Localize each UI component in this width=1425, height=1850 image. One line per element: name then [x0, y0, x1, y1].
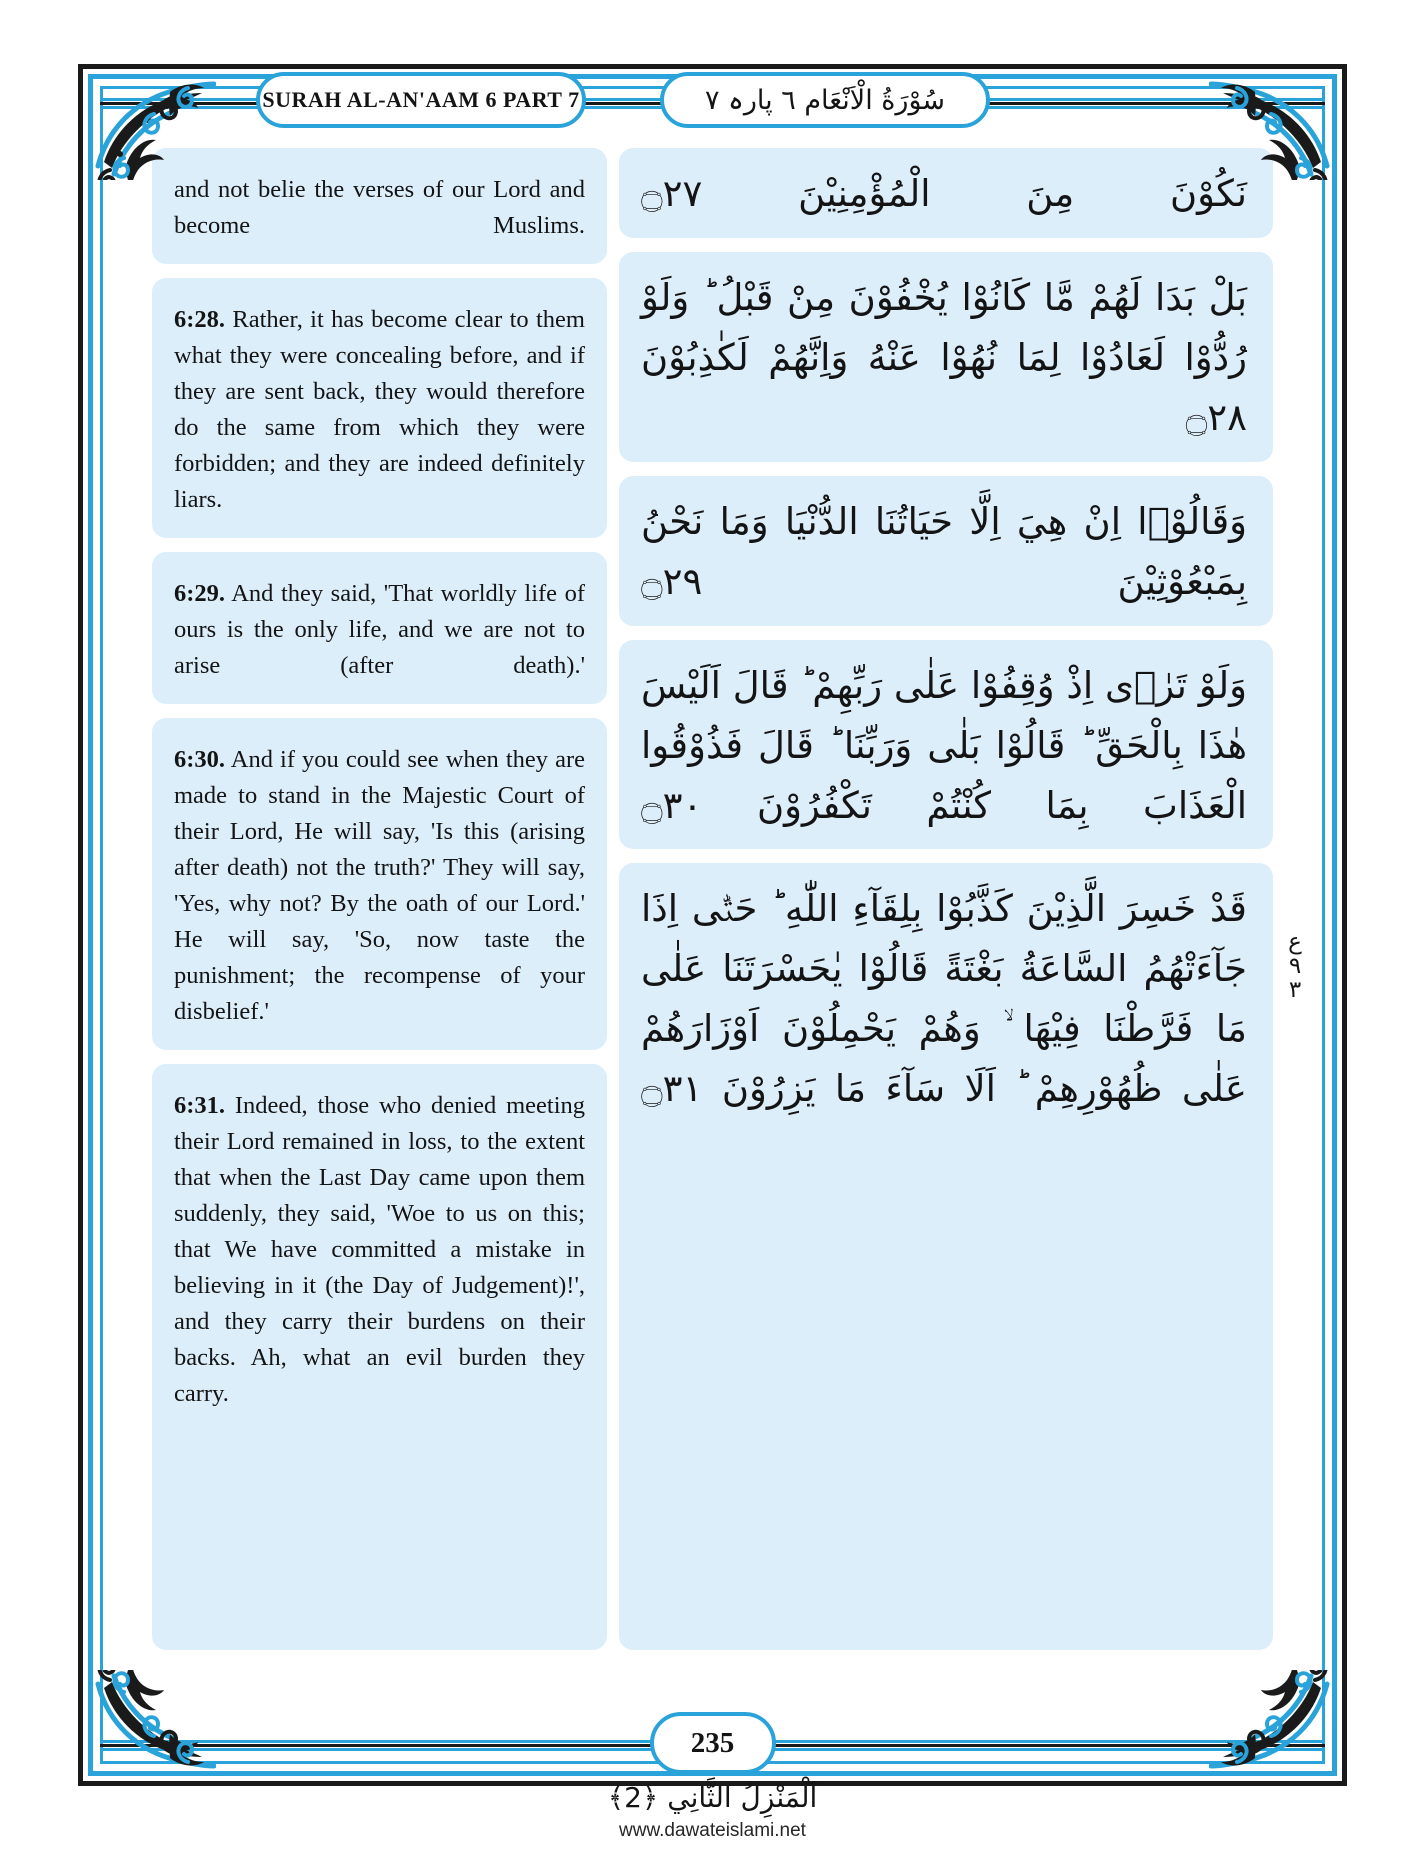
page-number-badge: 235 [650, 1712, 776, 1774]
corner-flourish-bottom-right-icon [1209, 1670, 1341, 1788]
surah-title-ar: سُوْرَةُ الْاَنْعَام ٦ پارہ ٧ [704, 84, 946, 116]
verse-translation: And they said, 'That worldly life of ours is the only life, and we are not to arise (after death).' [174, 580, 585, 679]
translation-cell [152, 718, 607, 1050]
verse-translation: and not belie the verses of our Lord and become Muslims. [174, 176, 585, 239]
translation-cell [152, 278, 607, 538]
surah-title-en: SURAH AL-AN'AAM 6 PART 7 [262, 87, 580, 112]
page-header [100, 70, 1325, 134]
arabic-cell [619, 863, 1273, 1650]
verse-number: 6:30. [174, 746, 226, 773]
verse-translation: And if you could see when they are made to stand in the Majestic Court of their Lord, He will say, 'Is this (arising after death) not the truth?' They will say, 'Yes, why not? By the oath of our Lord.' He will say, 'So, now taste the punishment; the recompense of your disbelief.' [174, 746, 585, 1025]
translation-column [152, 148, 607, 1650]
manzil-label: اَلْمَنْزِلُ الثَّانِي ﴿2﴾ [607, 1781, 818, 1814]
corner-flourish-top-right-icon [1209, 62, 1341, 180]
verse-number: 6:31. [174, 1092, 226, 1119]
arabic-cell [619, 148, 1273, 238]
arabic-column [619, 148, 1273, 1650]
arabic-cell [619, 252, 1273, 462]
arabic-verse-text: وَلَوْ تَرٰۤى اِذْ وُقِفُوْا عَلٰى رَبِّهِمْ ؕ قَالَ اَلَيْسَ هٰذَا بِالْحَقِّ ؕ قَالُوْا بَلٰى وَرَبِّنَا ؕ قَالَ فَذُوْقُوا الْعَذَابَ بِمَا كُنْتُمْ تَكْفُرُوْنَ ۝۳۰ [641, 663, 1247, 827]
surah-title-en-cartouche [256, 72, 586, 128]
page-footer [100, 1714, 1325, 1778]
corner-flourish-bottom-left-icon [84, 1670, 216, 1788]
arabic-verse-text: بَلْ بَدَا لَهُمْ مَّا كَانُوْا يُخْفُوْنَ مِنْ قَبْلُ ؕ وَلَوْ رُدُّوْا لَعَادُوْا لِمَا نُهُوْا عَنْهُ وَاِنَّهُمْ لَكٰذِبُوْنَ ۝۲۸ [641, 275, 1247, 439]
arabic-verse-text: قَدْ خَسِرَ الَّذِيْنَ كَذَّبُوْا بِلِقَآءِ اللّٰهِ ؕ حَتّٰۤى اِذَا جَآءَتْهُمُ السَّاعَةُ بَغْتَةً قَالُوْا يٰحَسْرَتَنَا عَلٰى مَا فَرَّطْنَا فِيْهَا ۙ وَهُمْ يَحْمِلُوْنَ اَوْزَارَهُمْ عَلٰى ظُهُوْرِهِمْ ؕ اَلَا سَآءَ مَا يَزِرُوْنَ ۝۳۱ [641, 887, 1247, 1111]
arabic-verse-text: وَقَالُوْۤا اِنْ هِيَ اِلَّا حَيَاتُنَا الدُّنْيَا وَمَا نَحْنُ بِمَبْعُوْثِيْنَ ۝۲۹ [641, 499, 1247, 603]
arabic-cell [619, 476, 1273, 626]
arabic-verse-text: نَكُوْنَ مِنَ الْمُؤْمِنِيْنَ ۝۲۷ [641, 172, 1247, 215]
translation-cell [152, 1064, 607, 1650]
surah-title-ar-cartouche [660, 72, 990, 128]
verse-number: 6:28. [174, 306, 226, 333]
translation-cell [152, 148, 607, 264]
arabic-cell [619, 640, 1273, 850]
verse-number: 6:29. [174, 580, 226, 607]
website-url: www.dawateislami.net [619, 1820, 806, 1841]
verse-grid [152, 148, 1273, 1650]
verse-translation: Indeed, those who denied meeting their Lord remained in loss, to the extent that when the Last Day came upon them suddenly, they said, 'Woe to us on this; that We have committed a mistake in believing in it (the Day of Judgement)!', and they carry their burdens on their backs. Ah, what an evil burden they carry. [174, 1092, 585, 1407]
translation-cell [152, 552, 607, 704]
corner-flourish-top-left-icon [84, 62, 216, 180]
ruku-marker: ع ٩ ٣ [1288, 929, 1302, 1004]
verse-translation: Rather, it has become clear to them what they were concealing before, and if they are sent back, they would therefore do the same from which they were forbidden; and they are indeed definitely liars. [174, 306, 585, 513]
